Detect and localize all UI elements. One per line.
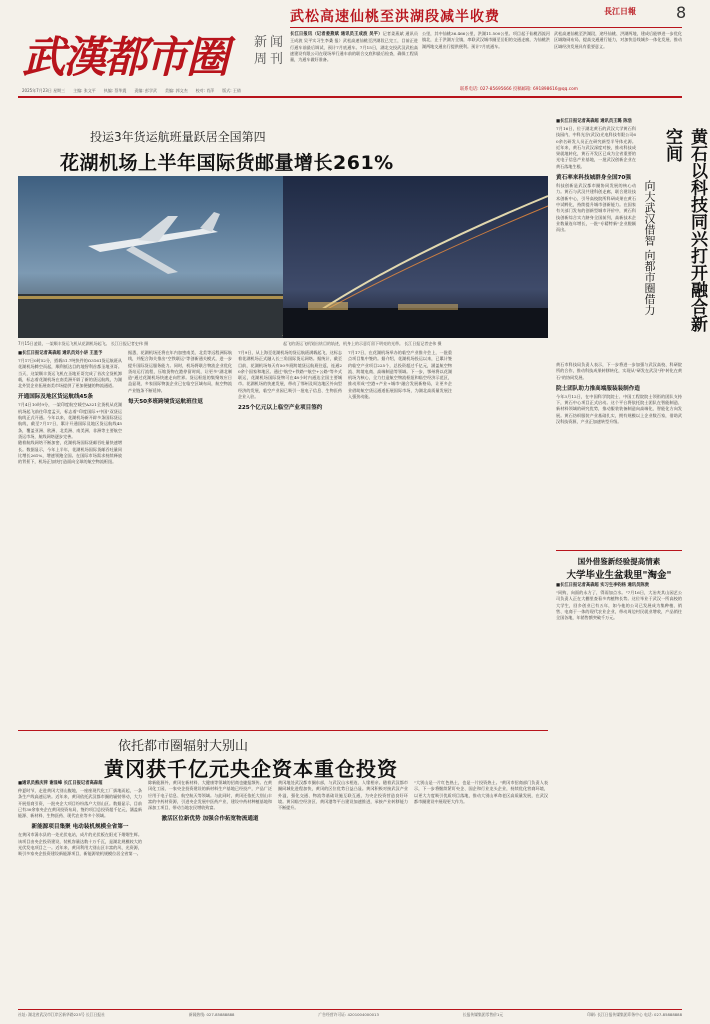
lead-col-3: 7月9日，从上海至花湖机场的货运航班满载起飞，这标志着花湖机场正式融入长三角国际货运网络。据统计，截至目前，花湖机场每天有50多班跨境货运航班往返，连通20余个国家和地区。通过"航空+铁路""航空+公路"等多式联运，花湖机场国际货物可在48小时内通达全国主要城市。花湖机场的快速发展，带动了鄂州及周边地区外向型经济的发展，临空产业园已吸引一批电子信息、生物医药企业入驻。 225个亿元以上临空产业项目签约: [238, 350, 342, 412]
top-article-col3: 武松高速仙桃至洪湖段，途经仙桃、洪湖两地，建成后能够进一步优化区域路网布局，提高交通通行能力，对加快沿线城乡一体化发展、推动区域经济发展具有重要意义。: [554, 31, 682, 49]
masthead-title: 武漢都市圈: [22, 32, 227, 83]
lead-photo: [18, 176, 548, 338]
lead-col-4: 7月17日，在花湖机场举办的临空产业推介会上，一批重点项目集中签约。据介绍，花湖机场投运以来，已累计签约临空产业项目225个，总投资超过千亿元，涵盖航空物流、跨境电商、高端制造等领域。下一步，鄂州将以花湖机场为核心，全力打造航空物流枢纽和临空经济示范区，推动形成"空港+产业+城市"融合发展新格局，让更多企业借助航空货运通道拓展国际市场，为湖北高质量发展注入强劲动能。: [348, 350, 452, 400]
lead-kicker: 投运3年货运航班量跃居全国第四: [90, 130, 266, 144]
lower-col-3: 黄冈地处武汉都市圈东部，与武汉山水相连、人缘相亲。随着武汉都市圈同城化进程加快，黄冈的区位优势日益凸显。黄冈积极对接武汉产业外溢，强化交通、物流等基础设施互联互通，为央企投资营造良好环境。黄冈临空经济区、黄冈港等平台建设加速推进，承接产业转移能力不断提升。: [278, 780, 408, 811]
lead-photo-caption-right: 起飞的货运飞机划出炫目的轨迹，机身上的示意灯留下明亮的光带。 长江日报记者史伟 摄: [283, 341, 442, 346]
lead-photo-caption-left: 7月15日凌晨，一架顺丰货运飞机从花湖机场起飞。 长江日报记者史伟 摄: [18, 341, 149, 346]
lead-headline: 花湖机场上半年国际货邮量增长261%: [60, 152, 394, 174]
lead-col-1: ■长江日报记者高森超 通讯员刘小讲 王星予 7月17日0时52分，搭载51.7吨快件的O3161货运航班从花湖机场腾空而起，顺利抵达目的地智利首都圣地亚哥。当天，这架顺丰货运飞机在圣地亚哥完成了首次全货机卸载，标志着花湖机场在南美洲开辟了新的货运航线，为湖北外贸企业拓展南美市场提供了更加便捷的物流通道。 开通国际及地区货运航线45条 7月4日10时9分，一架印度航空载空A321全货机从花湖机场起飞前往印度孟买，标志着"印度国际+中国"双货运航线正式开通。今年以来，花湖机场新开辟多条国际货运航线，截至7月17日，累计开通国际及地区货运航线45条，覆盖亚洲、欧洲、北美洲、南美洲、非洲等主要航空货运市场，航线网络逐步完善。 随着航线网络不断加密，花湖机场国际货邮吞吐量快速增长。数据显示，今年上半年，花湖机场国际货邮吞吐量同比增长261%，增速领跑全国。在国际市场需求持续释放的背景下，机场正加快打造面向全球的航空物流枢纽。: [18, 351, 123, 465]
newspaper-logo: 長江日報: [604, 7, 636, 16]
lower-headline: 黄冈获千亿元央企资本重仓投资: [104, 757, 398, 781]
lower-col-4: "大别山是一片红色热土，也是一片投资热土。"黄冈市招商部门负责人表示，下一步将继续紧盯央企、国企和行业龙头企业，持续优化营商环境，以更大力度吸引优质项目落地，推动大别山革命老区高质量发展，在武汉都市圈建设中展现更大作为。: [414, 780, 548, 804]
right-second-headline: 大学毕业生盆栽里"淘金": [566, 570, 672, 581]
contact-line: 联系电话: 027-85695666 投稿邮箱: 691898616@qq.com: [460, 87, 578, 92]
top-article-col1: 长江日报讯（记者姜燕斌 通讯员王成波 吴平）记者姜燕斌 通讯员 王成波 吴平实习生李桑 报）武松高速仙桃至洪湖段已完工，目前正进行通车前最后调试，预计7月底通车。7月15日，湖北交投武汉武松高速建设有限公司在现场举行通车前的联合交底和最后检查，确保工程质量，为通车做好准备。: [290, 31, 418, 63]
masthead-subtitle: 新闻 周刊: [254, 35, 287, 67]
right-second-article: ■长江日报记者高森超 实习生李钧杨 通讯员陈贵 "同购，向面的永方了，得雨加点水。"7月16日，大冶麦其山园艺公司负责人正在大棚里查看多肉植物长势。这位毕业于武汉一所高校的大学生，回乡创业已有五年，如今他的公司已发展成为集种植、销售、电商于一体的现代农业企业，带动周边村民就业增收，产品销往全国各地，年销售额突破千万元。: [556, 583, 682, 621]
airport-night-photo: [18, 176, 548, 338]
right-vertical-headline: 黄石以科技同兴打开融合新空间: [662, 128, 707, 332]
top-rule: [290, 27, 682, 28]
top-article-col2: 公里，其中仙桃36.466公里，洪湖11.500公里。项目起于仙桃西流河镇北，止于洪湖万全镇，串联武汉城市圈至岳阳的交通走廊，为仙桃洪湖两地交通出行提供便利。预计7月底通车。: [422, 31, 550, 49]
edition-info: 2025年7月23日 星期三 主编: 张文平 执编: 蔡华震 责编: 彭学武 美编: 郭文杰 校对: 肖萍 版式: 王倩: [22, 88, 241, 93]
right-vertical-subheadline: 向大武汉借智 向都市圈借力: [643, 180, 656, 316]
right-article-body: 黄石市科技局负责人表示，下一步将进一步加强与武汉高校、科研院所的合作，推动科技成果转移转化，实现从"研发在武汉"到"转化在黄石"的协同发展。 院士团队助力推高端服装装制作造 今年3月12日，在中国科学院院士、中国工程院院士领衔的团队支持下，黄石中心项目正式启动。这个平台将依托院士团队在智能制造、新材料领域的研究优势，推动服装装备制造向高端化、智能化方向发展。黄石纺织服装产业基础扎实，拥有规模以上企业数百家，借助武汉科技资源，产业正加速转型升级。: [556, 362, 682, 425]
lower-col-2: 除新能源外，黄冈在新材料、大健康等领域的招商也捷报频传。在黄冈化工园，一家央企投资建设的新材料生产基地已经投产，产品广泛应用于电子信息、航空航天等领域。与此同时，黄冈还依托大别山丰富的中药材资源，引进央企发展中医药产业，建设中药材种植基地和深加工项目，带动当地农民增收致富。 激活区位新优势 加强合作拓宽物流通道: [148, 780, 272, 823]
top-headline: 武松高速仙桃至洪湖段减半收费: [290, 9, 500, 25]
masthead: [22, 24, 252, 84]
right-article-intro: ■长江日报记者高森超 通讯员王璐 陈浩 7月16日，位于湖北黄石的武汉大学黄石科技园内，中科光谷(武汉)光电科技有限公司60余名研发人员正在研究新型半导体光源。近年来，黄石与武汉深度对接，推动科技成果就地转化，黄石开发区已成为全省重要的光电子信息产业基地，一批武汉创新企业在黄石落地生根。 黄石率来科技城群身全国70强 科技创新是武汉都市圈协同发展的核心动力。黄石与武汉共建科创走廊，联合建设技术创新中心，引导高校院所科研成果在黄石中试孵化，持续提升城市创新能力。在国家有关部门发布的创新型城市评价中，黄石科技创新综合实力跻身全国前列，高新技术企业数量连年增长，一批"专精特新"企业脱颖而出。: [556, 119, 636, 233]
footer: 社址: 湖北省武汉市江岸区新华路225号 长江日报社 新闻热线: 027-85888888 广告经营许可证: 4201004000013 长报传媒集团零售价1元 印刷: 长江日报传媒集团印务中心 电话: 027-85888888: [18, 1012, 682, 1017]
lower-top-rule: [18, 730, 548, 731]
right-second-kicker: 国外借鉴新经验提高情素: [577, 557, 661, 566]
lead-col-2: 据悉，花湖机场还将在年内加密南美、北美等远程洲际航线，并配合海关推出"空铁联运"等创新通关模式，进一步提升国际货运服务能力。同时，机场将联合物流企业优化货站运行流程，压缩货物在港停留时间，让更多"湖北制造"通过花湖机场快速走向世界。货运枢纽的集聚效应日益显现，多家国际物流企业已在临空区域布局，航空物流产业链条不断延伸。 每天50多班跨境货运航班往返: [128, 350, 232, 406]
right-divider: [556, 550, 682, 551]
lower-kicker: 依托都市圈辐射大别山: [118, 739, 249, 754]
masthead-rule: [18, 96, 682, 98]
footer-rule: [18, 1009, 682, 1010]
page-number: 8: [676, 3, 687, 22]
lower-col-1: ■通讯员熊庆萍 谢显峰 长江日报记者高森超 仲夏时节，走进黄冈大别山腹地，一座座现代化工厂拔地而起，一条条生产线高速运转。近年来，黄冈依托武汉都市圈的辐射带动，大力开展招商引资，一批央企大项目纷纷落户大别山区。数据显示，目前已有30余家央企在黄冈投资布局，签约项目总投资超千亿元，涵盖新能源、新材料、生物医药、现代农业等多个领域。 新能源项目集聚 电动装机规模全省第一 在黄冈市浠水县的一处光伏电站，成片的光伏板在阳光下熠熠生辉。该项目由央企投资建设，装机容量达数十万千瓦，是湖北规模较大的光伏发电项目之一。近年来，黄冈利用大别山区丰富的风、光资源，吸引多家央企投资建设新能源项目，新能源装机规模位居全省第一。: [18, 781, 142, 857]
